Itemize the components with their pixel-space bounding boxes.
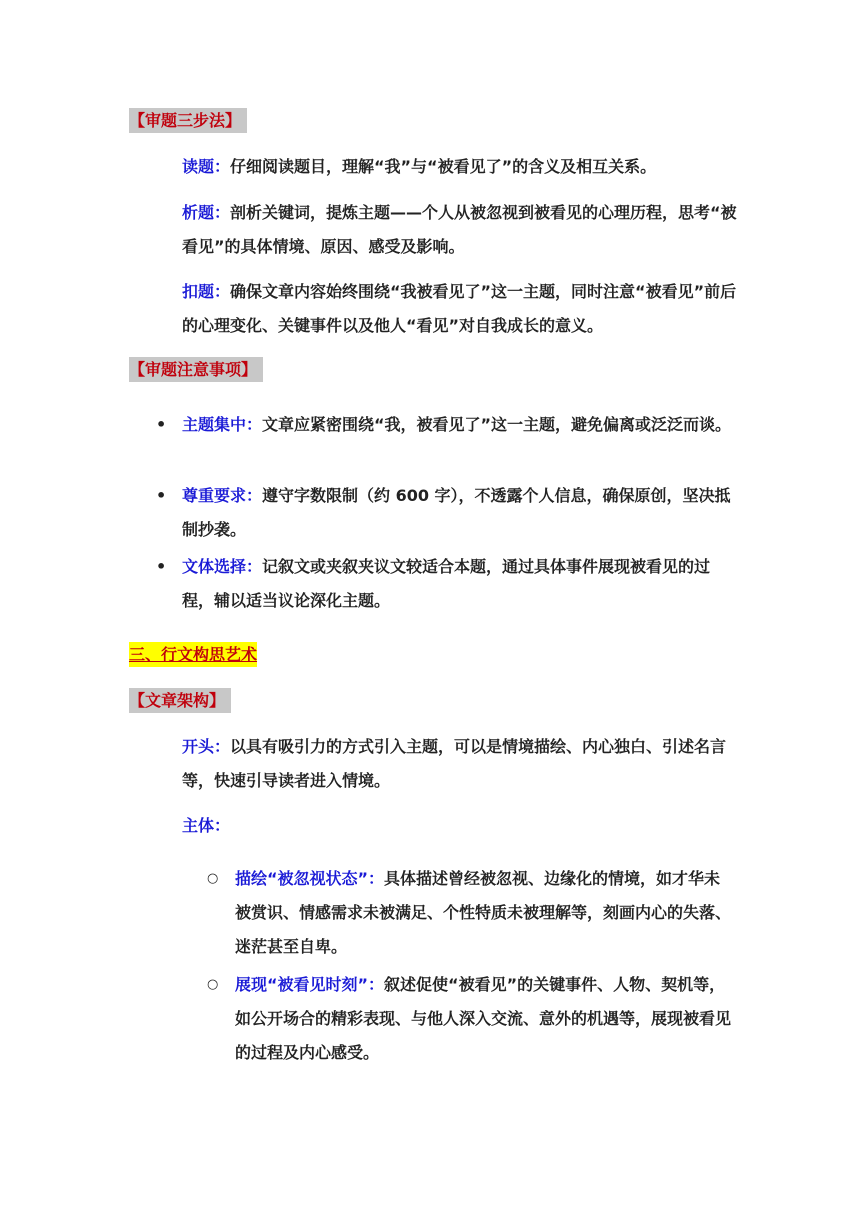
note-item	[156, 550, 742, 618]
circle-bullet-icon: ○	[207, 977, 219, 992]
circle-bullet-icon: ○	[207, 871, 219, 886]
structure-body	[182, 809, 742, 843]
section-tag-structure: 【文章架构】	[129, 688, 231, 713]
body-item-text: 叙述促使“被看见”的关键事件、人物、契机等，如公开场合的精彩表现、与他人深入交流、意外的机遇等，展现被看见的过程及内心感受。	[235, 975, 732, 1062]
note-text: 遵守字数限制（约 600 字），不透露个人信息，确保原创，坚决抵制抄袭。	[182, 486, 731, 539]
step-focus-label: 扣题：	[182, 282, 231, 301]
bullet-dot-icon: •	[156, 557, 167, 576]
note-label: 主题集中：	[182, 415, 263, 434]
note-label: 尊重要求：	[182, 486, 263, 505]
step-analyze	[182, 196, 742, 264]
note-item	[156, 479, 742, 547]
step-analyze-text: 剖析关键词，提炼主题——个人从被忽视到被看见的心理历程，思考“被看见”的具体情境、原因、感受及影响。	[182, 203, 737, 256]
body-item-label: 描绘“被忽视状态”：	[235, 869, 385, 888]
body-item	[207, 968, 735, 1070]
body-label: 主体：	[182, 816, 231, 835]
bullet-dot-icon: •	[156, 415, 167, 434]
step-read	[182, 150, 742, 184]
step-analyze-label: 析题：	[182, 203, 231, 222]
section-heading-three: 三、行文构思艺术	[129, 642, 257, 667]
bullet-dot-icon: •	[156, 486, 167, 505]
body-item	[207, 862, 735, 964]
step-focus-text: 确保文章内容始终围绕“我被看见了”这一主题，同时注意“被看见”前后的心理变化、关键事件以及他人“看见”对自我成长的意义。	[182, 282, 737, 335]
structure-opening	[182, 730, 742, 798]
step-read-text: 仔细阅读题目，理解“我”与“被看见了”的含义及相互关系。	[230, 157, 657, 176]
note-text: 记叙文或夹叙夹议文较适合本题，通过具体事件展现被看见的过程，辅以适当议论深化主题。	[182, 557, 711, 610]
step-focus	[182, 275, 742, 343]
body-item-label: 展现“被看见时刻”：	[235, 975, 385, 994]
opening-label: 开头：	[182, 737, 231, 756]
note-text: 文章应紧密围绕“我，被看见了”这一主题，避免偏离或泛泛而谈。	[262, 415, 732, 434]
step-read-label: 读题：	[182, 157, 231, 176]
section-tag-steps: 【审题三步法】	[129, 108, 247, 133]
section-tag-notes: 【审题注意事项】	[129, 357, 263, 382]
note-label: 文体选择：	[182, 557, 263, 576]
opening-text: 以具有吸引力的方式引入主题，可以是情境描绘、内心独白、引述名言等，快速引导读者进入情境。	[182, 737, 727, 790]
note-item	[156, 408, 742, 442]
body-item-text: 具体描述曾经被忽视、边缘化的情境，如才华未被赏识、情感需求未被满足、个性特质未被理解等，刻画内心的失落、迷茫甚至自卑。	[235, 869, 732, 956]
